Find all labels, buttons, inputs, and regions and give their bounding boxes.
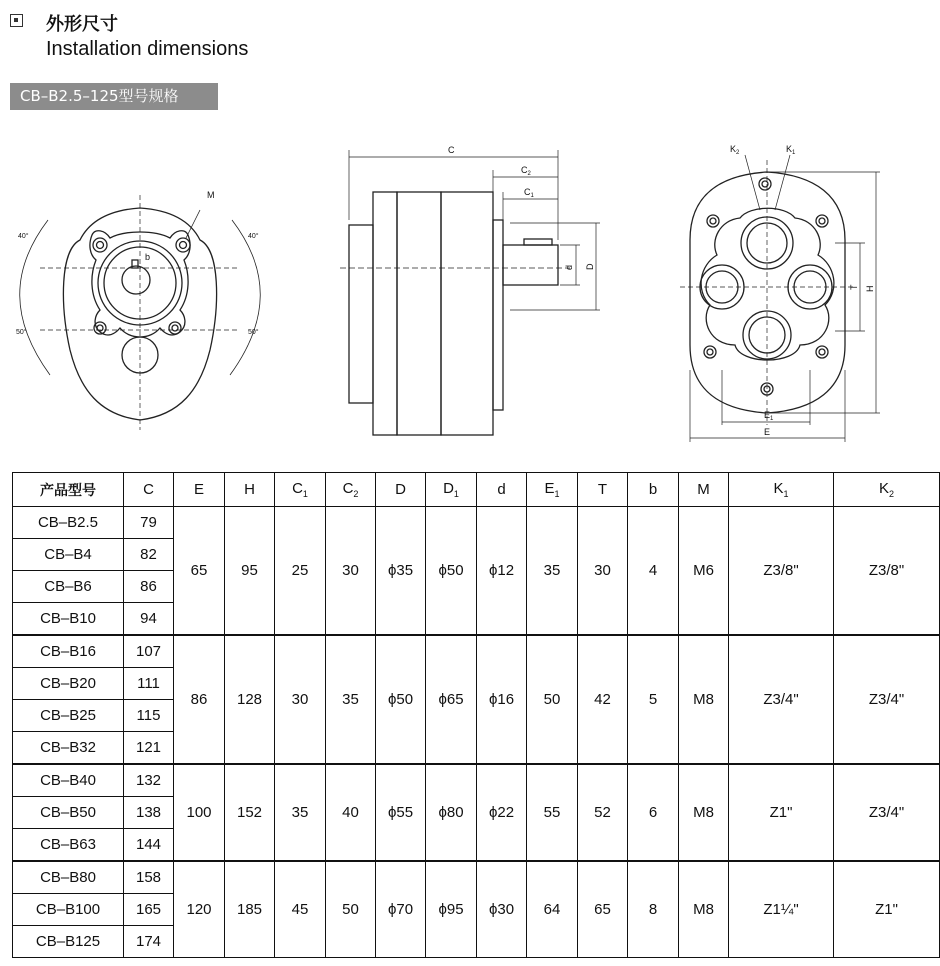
column-header: $K_1$ (729, 473, 834, 507)
shared-spec-cell: Z3/4" (834, 635, 940, 764)
shared-spec-cell: 40 (326, 764, 376, 861)
side-label-C2: $C_2$ (521, 165, 531, 177)
shared-spec-cell: 4 (628, 507, 679, 636)
shared-spec-cell: M6 (679, 507, 729, 636)
shared-spec-cell: 55 (527, 764, 578, 861)
front-angle-bottom-left: 50° (16, 329, 27, 336)
shared-spec-cell: 65 (174, 507, 225, 636)
shared-spec-cell: ϕ65 (426, 635, 477, 764)
shared-spec-cell: M8 (679, 764, 729, 861)
side-label-d: d (564, 264, 574, 270)
c-value-cell: 121 (124, 732, 174, 765)
shared-spec-cell: 30 (275, 635, 326, 764)
model-cell: CB–B6 (13, 571, 124, 603)
c-value-cell: 94 (124, 603, 174, 636)
back-label-H: H (865, 285, 875, 292)
shared-spec-cell: 50 (326, 861, 376, 958)
column-header: C (124, 473, 174, 507)
shared-spec-cell: 128 (225, 635, 275, 764)
c-value-cell: 115 (124, 700, 174, 732)
model-range-label: CB–B2.5–125型号规格 (10, 83, 218, 110)
front-angle-top-left: 40° (18, 233, 29, 240)
shared-spec-cell: 5 (628, 635, 679, 764)
back-label-K1: $K_1$ (786, 144, 796, 156)
side-label-C: C (448, 145, 455, 155)
shared-spec-cell: 185 (225, 861, 275, 958)
c-value-cell: 165 (124, 894, 174, 926)
c-value-cell: 79 (124, 507, 174, 539)
column-header: E (174, 473, 225, 507)
shared-spec-cell: Z1" (834, 861, 940, 958)
shared-spec-cell: 86 (174, 635, 225, 764)
table-row (13, 635, 940, 668)
section-square-icon (10, 14, 23, 27)
shared-spec-cell: Z3/8" (729, 507, 834, 636)
back-label-E: E (764, 427, 771, 437)
shared-spec-cell: 8 (628, 861, 679, 958)
front-label-M: M (207, 190, 215, 200)
title-chinese: 外形尺寸 (46, 14, 118, 35)
front-label-b: b (145, 252, 151, 262)
column-header: 产品型号 (13, 473, 124, 507)
shared-spec-cell: ϕ80 (426, 764, 477, 861)
shared-spec-cell: Z1¼" (729, 861, 834, 958)
model-cell: CB–B100 (13, 894, 124, 926)
shared-spec-cell: 95 (225, 507, 275, 636)
shared-spec-cell: Z3/4" (834, 764, 940, 861)
table-header-row (13, 473, 940, 507)
shared-spec-cell: ϕ50 (426, 507, 477, 636)
shared-spec-cell: Z3/8" (834, 507, 940, 636)
shared-spec-cell: 152 (225, 764, 275, 861)
back-label-T: T (849, 284, 859, 290)
shared-spec-cell: 64 (527, 861, 578, 958)
column-header: $E_1$ (527, 473, 578, 507)
shared-spec-cell: 35 (275, 764, 326, 861)
side-label-C1: $C_1$ (524, 187, 534, 199)
shared-spec-cell: ϕ12 (477, 507, 527, 636)
shared-spec-cell: ϕ16 (477, 635, 527, 764)
model-cell: CB–B63 (13, 829, 124, 862)
shared-spec-cell: 100 (174, 764, 225, 861)
c-value-cell: 144 (124, 829, 174, 862)
c-value-cell: 158 (124, 861, 174, 894)
model-cell: CB–B40 (13, 764, 124, 797)
shared-spec-cell: 45 (275, 861, 326, 958)
column-header: T (578, 473, 628, 507)
c-value-cell: 86 (124, 571, 174, 603)
shared-spec-cell: ϕ35 (376, 507, 426, 636)
column-header: M (679, 473, 729, 507)
model-cell: CB–B25 (13, 700, 124, 732)
model-cell: CB–B4 (13, 539, 124, 571)
shared-spec-cell: 30 (578, 507, 628, 636)
model-cell: CB–B32 (13, 732, 124, 765)
c-value-cell: 82 (124, 539, 174, 571)
shared-spec-cell: Z3/4" (729, 635, 834, 764)
side-label-D: D (585, 263, 595, 270)
shared-spec-cell: 52 (578, 764, 628, 861)
front-angle-bottom-right: 50° (248, 329, 259, 336)
spec-table (12, 472, 940, 958)
column-header: D (376, 473, 426, 507)
title-english: Installation dimensions (46, 38, 249, 60)
shared-spec-cell: 120 (174, 861, 225, 958)
shared-spec-cell: 65 (578, 861, 628, 958)
shared-spec-cell: ϕ22 (477, 764, 527, 861)
column-header: $C_1$ (275, 473, 326, 507)
model-cell: CB–B80 (13, 861, 124, 894)
shared-spec-cell: ϕ95 (426, 861, 477, 958)
shared-spec-cell: ϕ70 (376, 861, 426, 958)
shared-spec-cell: 30 (326, 507, 376, 636)
shared-spec-cell: 42 (578, 635, 628, 764)
c-value-cell: 107 (124, 635, 174, 668)
model-cell: CB–B20 (13, 668, 124, 700)
shared-spec-cell: Z1" (729, 764, 834, 861)
c-value-cell: 174 (124, 926, 174, 958)
model-cell: CB–B10 (13, 603, 124, 636)
model-cell: CB–B50 (13, 797, 124, 829)
table-row (13, 764, 940, 797)
model-cell: CB–B125 (13, 926, 124, 958)
shared-spec-cell: ϕ55 (376, 764, 426, 861)
model-cell: CB–B2.5 (13, 507, 124, 539)
back-label-K2: $K_2$ (730, 144, 740, 156)
shared-spec-cell: ϕ30 (477, 861, 527, 958)
dimension-drawings (0, 120, 900, 450)
column-header: $C_2$ (326, 473, 376, 507)
model-cell: CB–B16 (13, 635, 124, 668)
table-row (13, 861, 940, 894)
shared-spec-cell: 35 (527, 507, 578, 636)
shared-spec-cell: M8 (679, 861, 729, 958)
shared-spec-cell: 35 (326, 635, 376, 764)
column-header: H (225, 473, 275, 507)
column-header: b (628, 473, 679, 507)
side-view-drawing (349, 150, 600, 435)
c-value-cell: 111 (124, 668, 174, 700)
column-header: $D_1$ (426, 473, 477, 507)
back-view-drawing (690, 155, 880, 442)
column-header: $K_2$ (834, 473, 940, 507)
back-label-E1: $E_1$ (764, 410, 774, 422)
c-value-cell: 132 (124, 764, 174, 797)
column-header: d (477, 473, 527, 507)
shared-spec-cell: 6 (628, 764, 679, 861)
table-row (13, 507, 940, 539)
shared-spec-cell: M8 (679, 635, 729, 764)
front-angle-top-right: 40° (248, 233, 259, 240)
shared-spec-cell: ϕ50 (376, 635, 426, 764)
shared-spec-cell: 50 (527, 635, 578, 764)
c-value-cell: 138 (124, 797, 174, 829)
shared-spec-cell: 25 (275, 507, 326, 636)
